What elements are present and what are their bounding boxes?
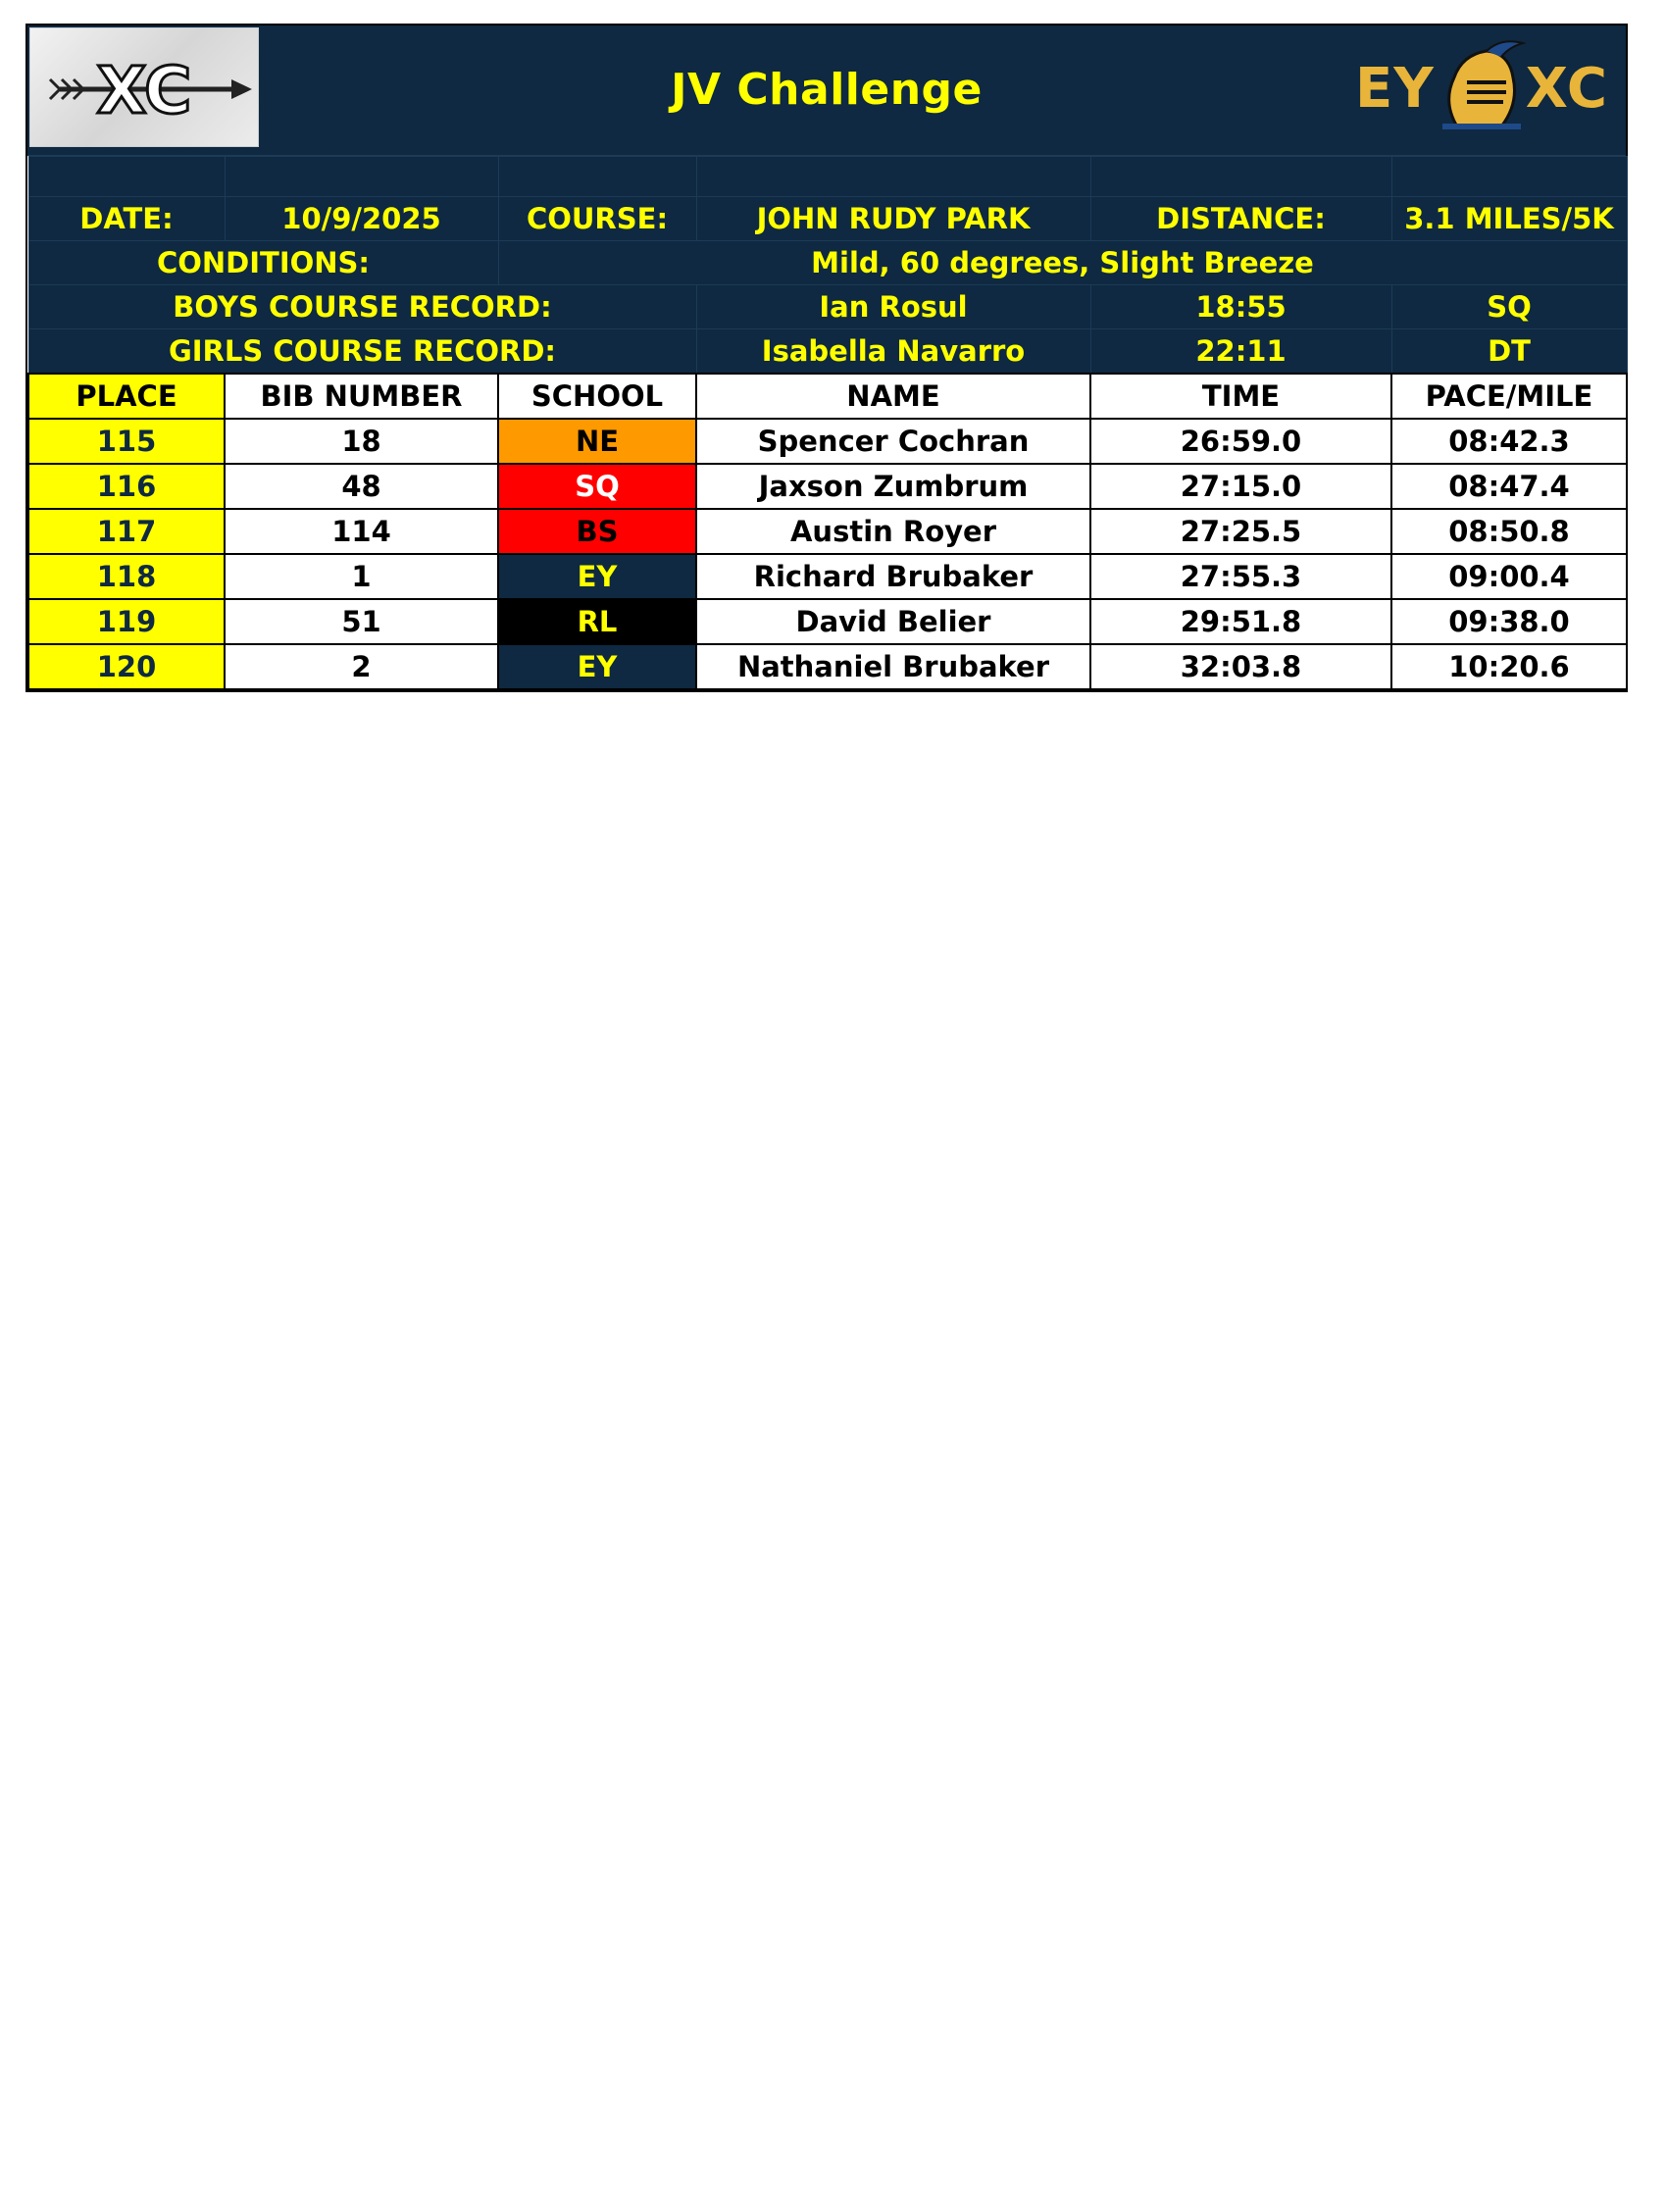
name-cell: David Belier bbox=[696, 599, 1090, 644]
time-cell: 29:51.8 bbox=[1090, 599, 1391, 644]
table-row bbox=[28, 599, 1627, 644]
bib-cell: 1 bbox=[225, 554, 498, 599]
place-cell: 118 bbox=[28, 554, 225, 599]
bib-cell: 48 bbox=[225, 464, 498, 509]
table-row bbox=[28, 464, 1627, 509]
pace-cell: 09:00.4 bbox=[1391, 554, 1627, 599]
header-time: TIME bbox=[1090, 374, 1391, 419]
girls-record-school: DT bbox=[1391, 329, 1627, 375]
bib-cell: 114 bbox=[225, 509, 498, 554]
header-name: NAME bbox=[696, 374, 1090, 419]
place-cell: 116 bbox=[28, 464, 225, 509]
place-cell: 119 bbox=[28, 599, 225, 644]
place-cell: 117 bbox=[28, 509, 225, 554]
info-spacer-row bbox=[28, 157, 1627, 197]
time-cell: 27:15.0 bbox=[1090, 464, 1391, 509]
boys-record-school: SQ bbox=[1391, 285, 1627, 329]
bib-cell: 51 bbox=[225, 599, 498, 644]
school-cell: BS bbox=[498, 509, 696, 554]
meet-info bbox=[28, 157, 1627, 375]
xc-logo-right-text: XC bbox=[1525, 57, 1608, 121]
name-cell: Jaxson Zumbrum bbox=[696, 464, 1090, 509]
ey-xc-logo bbox=[1349, 33, 1614, 141]
header-school: SCHOOL bbox=[498, 374, 696, 419]
xc-logo-text: XC bbox=[96, 53, 192, 128]
conditions-value: Mild, 60 degrees, Slight Breeze bbox=[498, 241, 1627, 285]
header-banner bbox=[27, 25, 1626, 156]
pace-cell: 08:47.4 bbox=[1391, 464, 1627, 509]
school-cell: EY bbox=[498, 554, 696, 599]
girls-record-name: Isabella Navarro bbox=[696, 329, 1090, 375]
course-value: JOHN RUDY PARK bbox=[696, 197, 1090, 241]
school-cell: NE bbox=[498, 419, 696, 464]
boys-record-label: BOYS COURSE RECORD: bbox=[28, 285, 696, 329]
pace-cell: 08:42.3 bbox=[1391, 419, 1627, 464]
table-row bbox=[28, 419, 1627, 464]
boys-record-time: 18:55 bbox=[1090, 285, 1391, 329]
name-cell: Nathaniel Brubaker bbox=[696, 644, 1090, 689]
distance-value: 3.1 MILES/5K bbox=[1391, 197, 1627, 241]
school-cell: EY bbox=[498, 644, 696, 689]
results-body bbox=[28, 419, 1627, 689]
girls-record-time: 22:11 bbox=[1090, 329, 1391, 375]
date-label: DATE: bbox=[28, 197, 225, 241]
name-cell: Spencer Cochran bbox=[696, 419, 1090, 464]
pace-cell: 09:38.0 bbox=[1391, 599, 1627, 644]
header-pace: PACE/MILE bbox=[1391, 374, 1627, 419]
time-cell: 27:25.5 bbox=[1090, 509, 1391, 554]
place-cell: 120 bbox=[28, 644, 225, 689]
ey-logo-text: EY bbox=[1355, 57, 1435, 121]
time-cell: 26:59.0 bbox=[1090, 419, 1391, 464]
name-cell: Richard Brubaker bbox=[696, 554, 1090, 599]
knight-helmet-icon bbox=[1433, 33, 1531, 141]
page-title: JV Challenge bbox=[671, 65, 983, 115]
header-row bbox=[28, 374, 1627, 419]
conditions-label: CONDITIONS: bbox=[28, 241, 498, 285]
time-cell: 32:03.8 bbox=[1090, 644, 1391, 689]
table-row bbox=[28, 509, 1627, 554]
girls-record-label: GIRLS COURSE RECORD: bbox=[28, 329, 696, 375]
pace-cell: 08:50.8 bbox=[1391, 509, 1627, 554]
date-value: 10/9/2025 bbox=[225, 197, 498, 241]
name-cell: Austin Royer bbox=[696, 509, 1090, 554]
header-place: PLACE bbox=[28, 374, 225, 419]
header-bib: BIB NUMBER bbox=[225, 374, 498, 419]
table-row bbox=[28, 554, 1627, 599]
bib-cell: 18 bbox=[225, 419, 498, 464]
table-row bbox=[28, 644, 1627, 689]
place-cell: 115 bbox=[28, 419, 225, 464]
distance-label: DISTANCE: bbox=[1090, 197, 1391, 241]
bib-cell: 2 bbox=[225, 644, 498, 689]
boys-record-name: Ian Rosul bbox=[696, 285, 1090, 329]
table-header bbox=[28, 374, 1627, 419]
course-label: COURSE: bbox=[498, 197, 696, 241]
school-cell: RL bbox=[498, 599, 696, 644]
info-row-date bbox=[28, 197, 1627, 241]
time-cell: 27:55.3 bbox=[1090, 554, 1391, 599]
results-table bbox=[27, 156, 1628, 690]
pace-cell: 10:20.6 bbox=[1391, 644, 1627, 689]
info-row-conditions bbox=[28, 241, 1627, 285]
info-row-girls-record bbox=[28, 329, 1627, 375]
school-cell: SQ bbox=[498, 464, 696, 509]
results-sheet bbox=[25, 24, 1628, 692]
info-row-boys-record bbox=[28, 285, 1627, 329]
